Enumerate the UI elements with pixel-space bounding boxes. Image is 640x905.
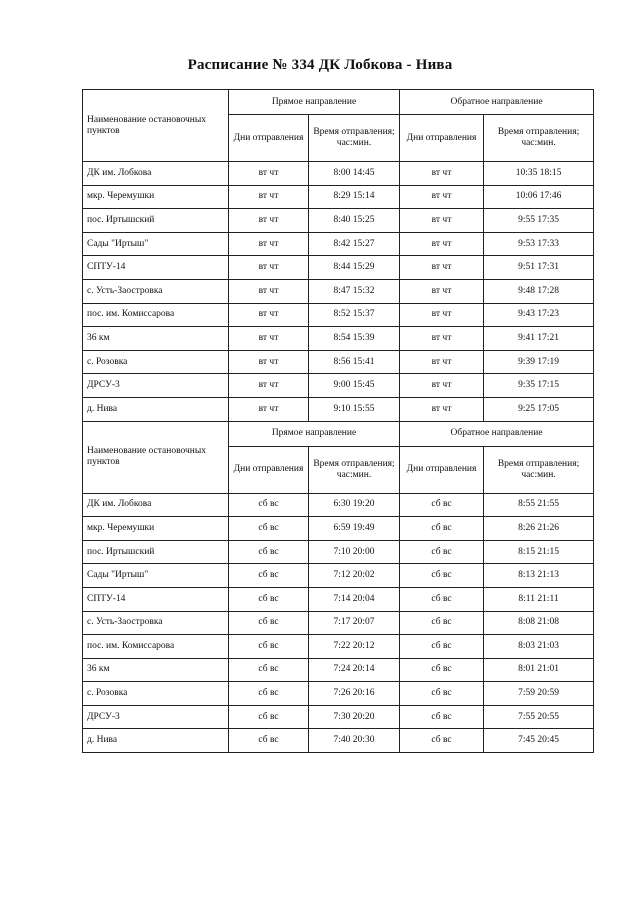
stop-name: 36 км [83, 327, 229, 351]
time-header: Время отправления; час:мин. [484, 115, 594, 162]
backward-days: сб вс [400, 705, 484, 729]
forward-times: 8:42 15:27 [309, 232, 400, 256]
backward-days: вт чт [400, 374, 484, 398]
table-row [83, 493, 594, 517]
stop-name: ДК им. Лобкова [83, 493, 229, 517]
table-row [83, 162, 594, 186]
backward-times: 9:51 17:31 [484, 256, 594, 280]
backward-times: 8:01 21:01 [484, 658, 594, 682]
forward-days: вт чт [229, 350, 309, 374]
forward-times: 7:22 20:12 [309, 635, 400, 659]
backward-times: 8:26 21:26 [484, 517, 594, 541]
stop-name: ДРСУ-3 [83, 374, 229, 398]
stop-name: ДРСУ-3 [83, 705, 229, 729]
backward-days: вт чт [400, 162, 484, 186]
forward-days: сб вс [229, 705, 309, 729]
forward-times: 6:30 19:20 [309, 493, 400, 517]
forward-days: сб вс [229, 729, 309, 753]
forward-days: вт чт [229, 162, 309, 186]
forward-days: сб вс [229, 587, 309, 611]
forward-days: вт чт [229, 327, 309, 351]
stop-name: с. Усть-Заостровка [83, 279, 229, 303]
forward-days: вт чт [229, 232, 309, 256]
forward-times: 8:54 15:39 [309, 327, 400, 351]
backward-times: 9:39 17:19 [484, 350, 594, 374]
forward-days: сб вс [229, 611, 309, 635]
backward-times: 10:06 17:46 [484, 185, 594, 209]
forward-times: 7:17 20:07 [309, 611, 400, 635]
forward-days: вт чт [229, 209, 309, 233]
days-header: Дни отправления [400, 115, 484, 162]
stop-name: мкр. Черемушки [83, 185, 229, 209]
backward-times: 7:45 20:45 [484, 729, 594, 753]
table-row [83, 705, 594, 729]
forward-days: сб вс [229, 682, 309, 706]
backward-times: 9:48 17:28 [484, 279, 594, 303]
forward-times: 8:29 15:14 [309, 185, 400, 209]
days-header: Дни отправления [229, 115, 309, 162]
forward-times: 9:10 15:55 [309, 397, 400, 421]
backward-days: сб вс [400, 682, 484, 706]
table-row [83, 279, 594, 303]
table-row [83, 564, 594, 588]
backward-times: 9:25 17:05 [484, 397, 594, 421]
forward-days: сб вс [229, 517, 309, 541]
table-row [83, 587, 594, 611]
table-row [83, 540, 594, 564]
schedule-table [82, 89, 594, 753]
forward-days: вт чт [229, 374, 309, 398]
backward-times: 7:59 20:59 [484, 682, 594, 706]
stop-name: Сады "Иртыш" [83, 564, 229, 588]
backward-times: 8:08 21:08 [484, 611, 594, 635]
table-row [83, 658, 594, 682]
backward-days: вт чт [400, 279, 484, 303]
forward-days: вт чт [229, 256, 309, 280]
stop-name: СПТУ-14 [83, 587, 229, 611]
table-row [83, 232, 594, 256]
forward-days: сб вс [229, 564, 309, 588]
stop-name: с. Розовка [83, 350, 229, 374]
backward-times: 8:15 21:15 [484, 540, 594, 564]
stops-column-header: Наименование остановочных пунктов [83, 90, 229, 162]
backward-times: 8:13 21:13 [484, 564, 594, 588]
backward-days: вт чт [400, 303, 484, 327]
forward-times: 6:59 19:49 [309, 517, 400, 541]
forward-days: сб вс [229, 540, 309, 564]
forward-times: 8:52 15:37 [309, 303, 400, 327]
stop-name: ДК им. Лобкова [83, 162, 229, 186]
backward-times: 7:55 20:55 [484, 705, 594, 729]
forward-times: 7:10 20:00 [309, 540, 400, 564]
stop-name: с. Розовка [83, 682, 229, 706]
forward-times: 7:24 20:14 [309, 658, 400, 682]
backward-times: 9:41 17:21 [484, 327, 594, 351]
forward-direction-header: Прямое направление [229, 90, 400, 115]
stop-name: пос. им. Комиссарова [83, 635, 229, 659]
table-row [83, 397, 594, 421]
backward-days: сб вс [400, 587, 484, 611]
table-row [83, 209, 594, 233]
forward-days: вт чт [229, 397, 309, 421]
stop-name: пос. Иртышский [83, 209, 229, 233]
time-header: Время отправления; час:мин. [309, 446, 400, 493]
forward-times: 7:26 20:16 [309, 682, 400, 706]
backward-times: 8:11 21:11 [484, 587, 594, 611]
stop-name: Сады "Иртыш" [83, 232, 229, 256]
backward-days: вт чт [400, 350, 484, 374]
backward-days: сб вс [400, 658, 484, 682]
backward-days: вт чт [400, 232, 484, 256]
backward-times: 8:55 21:55 [484, 493, 594, 517]
backward-times: 10:35 18:15 [484, 162, 594, 186]
backward-days: сб вс [400, 540, 484, 564]
forward-times: 9:00 15:45 [309, 374, 400, 398]
forward-days: сб вс [229, 658, 309, 682]
stop-name: д. Нива [83, 729, 229, 753]
schedule-body [83, 90, 594, 753]
table-row [83, 350, 594, 374]
forward-times: 8:47 15:32 [309, 279, 400, 303]
table-row [83, 185, 594, 209]
table-row [83, 517, 594, 541]
table-row [83, 303, 594, 327]
table-row [83, 611, 594, 635]
table-row [83, 256, 594, 280]
forward-times: 7:12 20:02 [309, 564, 400, 588]
stop-name: СПТУ-14 [83, 256, 229, 280]
backward-days: сб вс [400, 564, 484, 588]
forward-times: 7:30 20:20 [309, 705, 400, 729]
time-header: Время отправления; час:мин. [484, 446, 594, 493]
forward-days: сб вс [229, 493, 309, 517]
backward-days: сб вс [400, 635, 484, 659]
forward-direction-header: Прямое направление [229, 421, 400, 446]
backward-days: вт чт [400, 185, 484, 209]
table-row [83, 635, 594, 659]
forward-times: 7:40 20:30 [309, 729, 400, 753]
backward-times: 9:53 17:33 [484, 232, 594, 256]
forward-days: сб вс [229, 635, 309, 659]
backward-times: 9:55 17:35 [484, 209, 594, 233]
stop-name: 36 км [83, 658, 229, 682]
stop-name: пос. им. Комиссарова [83, 303, 229, 327]
time-header: Время отправления; час:мин. [309, 115, 400, 162]
forward-times: 7:14 20:04 [309, 587, 400, 611]
stop-name: пос. Иртышский [83, 540, 229, 564]
header-row [83, 90, 594, 115]
backward-times: 8:03 21:03 [484, 635, 594, 659]
stop-name: с. Усть-Заостровка [83, 611, 229, 635]
stops-column-header: Наименование остановочных пунктов [83, 421, 229, 493]
stop-name: мкр. Черемушки [83, 517, 229, 541]
forward-days: вт чт [229, 279, 309, 303]
days-header: Дни отправления [229, 446, 309, 493]
backward-days: вт чт [400, 397, 484, 421]
table-row [83, 327, 594, 351]
table-row [83, 682, 594, 706]
forward-times: 8:40 15:25 [309, 209, 400, 233]
forward-times: 8:56 15:41 [309, 350, 400, 374]
backward-days: вт чт [400, 327, 484, 351]
table-row [83, 374, 594, 398]
backward-times: 9:43 17:23 [484, 303, 594, 327]
forward-days: вт чт [229, 185, 309, 209]
backward-days: сб вс [400, 729, 484, 753]
page-title: Расписание № 334 ДК Лобкова - Нива [187, 57, 453, 73]
backward-days: сб вс [400, 493, 484, 517]
table-row [83, 729, 594, 753]
forward-times: 8:00 14:45 [309, 162, 400, 186]
header-row [83, 421, 594, 446]
days-header: Дни отправления [400, 446, 484, 493]
backward-days: вт чт [400, 209, 484, 233]
backward-days: вт чт [400, 256, 484, 280]
backward-direction-header: Обратное направление [400, 90, 594, 115]
backward-times: 9:35 17:15 [484, 374, 594, 398]
forward-days: вт чт [229, 303, 309, 327]
stop-name: д. Нива [83, 397, 229, 421]
backward-direction-header: Обратное направление [400, 421, 594, 446]
backward-days: сб вс [400, 517, 484, 541]
forward-times: 8:44 15:29 [309, 256, 400, 280]
backward-days: сб вс [400, 611, 484, 635]
